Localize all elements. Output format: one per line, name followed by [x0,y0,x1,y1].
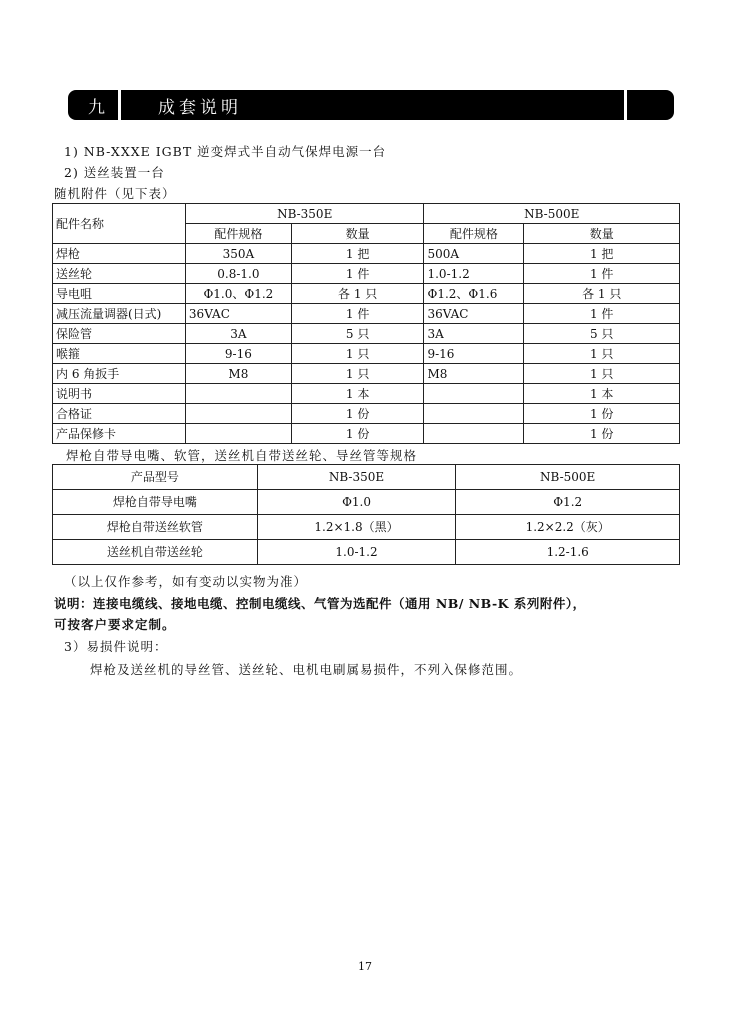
header-divider [624,90,627,120]
section-title: 成套说明 [158,98,242,118]
reference-note: （以上仅作参考，如有变动以实物为准） [64,574,308,589]
accessories-title: 随机附件（见下表） [54,186,176,201]
cell-qty: 1 件 [291,264,424,284]
page-number: 17 [358,960,372,973]
cell-qty: 1 本 [291,384,424,404]
cell-spec: 1.0-1.2 [424,264,524,284]
cell-qty: 各 1 只 [524,284,680,304]
header-divider [118,90,121,120]
cell-name: 合格证 [53,404,186,424]
cell-value-a: 1.2×1.8（黑） [257,515,456,540]
cell-item: 焊枪自带导电嘴 [53,490,258,515]
table-row [53,490,680,515]
cell-qty: 1 份 [524,424,680,444]
cell-qty: 5 只 [524,324,680,344]
cell-value-a: Φ1.0 [257,490,456,515]
cell-qty: 1 份 [291,424,424,444]
table-row [53,364,680,384]
table-row [53,284,680,304]
cell-spec: 500A [424,244,524,264]
table-row [53,264,680,284]
cell-spec [424,384,524,404]
included-specs-table [52,464,680,565]
cell-name: 送丝轮 [53,264,186,284]
col-header-model-b: NB-500E [456,465,680,490]
col-header-name: 配件名称 [53,204,186,244]
cell-spec: 9-16 [424,344,524,364]
table-row [53,344,680,364]
cell-spec: 3A [424,324,524,344]
col-header-model-a: NB-350E [257,465,456,490]
table-row [53,540,680,565]
cell-qty: 1 件 [291,304,424,324]
cell-qty: 1 只 [524,344,680,364]
cell-spec: 36VAC [424,304,524,324]
cell-spec: 3A [185,324,291,344]
item-3: 3）易损件说明： [64,639,168,654]
cell-spec: Φ1.0、Φ1.2 [185,284,291,304]
cell-name: 说明书 [53,384,186,404]
col-header-qty: 数量 [524,224,680,244]
cell-name: 内 6 角扳手 [53,364,186,384]
cell-spec: 350A [185,244,291,264]
table-row [53,424,680,444]
cell-name: 喉箍 [53,344,186,364]
table-row [53,384,680,404]
cell-name: 焊枪 [53,244,186,264]
col-header-model: 产品型号 [53,465,258,490]
table-row [53,324,680,344]
cell-qty: 各 1 只 [291,284,424,304]
cell-qty: 1 把 [524,244,680,264]
cell-qty: 1 份 [524,404,680,424]
bold-note-line-2: 可按客户要求定制。 [54,617,176,632]
cell-spec: 36VAC [185,304,291,324]
col-header-spec: 配件规格 [424,224,524,244]
col-header-model-a: NB-350E [185,204,424,224]
cell-spec: 9-16 [185,344,291,364]
table-row [53,515,680,540]
table-row [53,244,680,264]
cell-item: 焊枪自带送丝软管 [53,515,258,540]
col-header-model-b: NB-500E [424,204,680,224]
cell-name: 导电咀 [53,284,186,304]
cell-name: 保险管 [53,324,186,344]
cell-spec: Φ1.2、Φ1.6 [424,284,524,304]
cell-qty: 1 把 [291,244,424,264]
cell-spec [424,404,524,424]
col-header-qty: 数量 [291,224,424,244]
table-row [53,404,680,424]
cell-spec [185,424,291,444]
cell-value-a: 1.0-1.2 [257,540,456,565]
table2-title: 焊枪自带导电嘴、软管，送丝机自带送丝轮、导丝管等规格 [66,448,418,463]
cell-item: 送丝机自带送丝轮 [53,540,258,565]
cell-qty: 1 只 [291,344,424,364]
cell-value-b: Φ1.2 [456,490,680,515]
bold-note-line-1: 说明：连接电缆线、接地电缆、控制电缆线、气管为选配件（通用 NB/ NB-K 系列附件）， [54,596,586,611]
col-header-spec: 配件规格 [185,224,291,244]
cell-value-b: 1.2×2.2（灰） [456,515,680,540]
cell-qty: 1 只 [524,364,680,384]
cell-qty: 1 份 [291,404,424,424]
item-2: 2) 送丝装置一台 [64,165,165,180]
table-row [53,304,680,324]
section-number: 九 [88,98,105,118]
cell-spec [185,404,291,424]
item-3-body: 焊枪及送丝机的导丝管、送丝轮、电机电刷属易损件，不列入保修范围。 [90,662,523,677]
cell-name: 产品保修卡 [53,424,186,444]
cell-qty: 1 本 [524,384,680,404]
cell-spec: 0.8-1.0 [185,264,291,284]
cell-name: 减压流量调器(日式) [53,304,186,324]
accessories-table [52,203,680,444]
cell-spec: M8 [185,364,291,384]
cell-spec: M8 [424,364,524,384]
cell-qty: 1 只 [291,364,424,384]
cell-qty: 1 件 [524,304,680,324]
cell-qty: 1 件 [524,264,680,284]
cell-qty: 5 只 [291,324,424,344]
item-1: 1) NB-XXXE IGBT 逆变焊式半自动气保焊电源一台 [64,144,387,159]
cell-spec [424,424,524,444]
cell-value-b: 1.2-1.6 [456,540,680,565]
cell-spec [185,384,291,404]
